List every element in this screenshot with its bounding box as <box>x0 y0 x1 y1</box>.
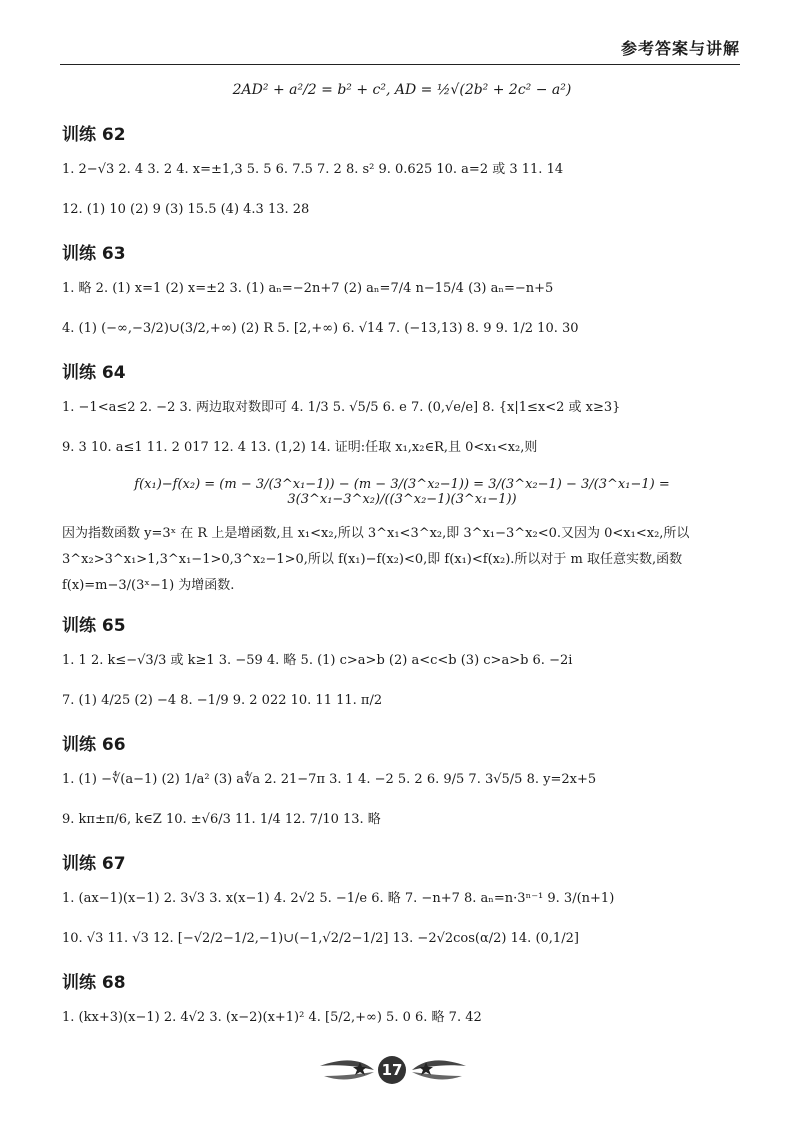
section-64 <box>62 358 742 599</box>
answer-line: 9. kπ±π/6, k∈Z 10. ±√6/3 11. 1/4 12. 7/10 13. 略 <box>62 812 381 827</box>
answer-line: 1. 略 2. (1) x=1 (2) x=±2 3. (1) aₙ=−2n+7 (2) aₙ=7/4 n−15/4 (3) aₙ=−n+5 <box>62 281 554 296</box>
page-number: 17 <box>378 1056 406 1084</box>
answer-line: 1. (kx+3)(x−1) 2. 4√2 3. (x−2)(x+1)² 4. [5/2,+∞) 5. 0 6. 略 7. 42 <box>62 1010 482 1025</box>
answer-line: 1. 2−√3 2. 4 3. 2 4. x=±1,3 5. 5 6. 7.5 7. 2 8. s² 9. 0.625 10. a=2 或 3 11. 14 <box>62 162 564 177</box>
section-title: 训练 65 <box>62 616 126 636</box>
page-content <box>62 82 742 1047</box>
section-title: 训练 62 <box>62 125 126 145</box>
proof-text: 因为指数函数 y=3ˣ 在 R 上是增函数,且 x₁<x₂,所以 3^x₁<3^x₂,即 3^x₁−3^x₂<0.又因为 0<x₁<x₂,所以 3^x₂>3^x₁>1,3^x₁−1>0,3^x₂−1>0,所以 f(x₁)−f(x₂)<0,即 f(x₁)<f(x₂).所以对于 m 取任意实数,函数 f(x)=m−3/(3ˣ−1) 为增函数. <box>62 526 690 593</box>
leaf-ornament-left-icon <box>316 1054 376 1084</box>
section-title: 训练 64 <box>62 363 126 383</box>
answer-line: 1. −1<a≤2 2. −2 3. 两边取对数即可 4. 1/3 5. √5/5 6. e 7. (0,√e/e] 8. {x|1≤x<2 或 x≥3} <box>62 400 621 415</box>
section-66 <box>62 730 742 831</box>
page-header <box>60 28 740 65</box>
section-63 <box>62 239 742 340</box>
answer-line: 10. √3 11. √3 12. [−√2/2−1/2,−1)∪(−1,√2/2−1/2] 13. −2√2cos(α/2) 14. (0,1/2] <box>62 931 579 946</box>
section-62 <box>62 120 742 221</box>
answer-line: 7. (1) 4/25 (2) −4 8. −1/9 9. 2 022 10. 11 11. π/2 <box>62 693 383 708</box>
leaf-ornament-right-icon <box>410 1054 470 1084</box>
answer-line: 4. (1) (−∞,−3/2)∪(3/2,+∞) (2) R 5. [2,+∞) 6. √14 7. (−13,13) 8. 9 9. 1/2 10. 30 <box>62 321 579 336</box>
answer-line: 1. (1) −∜(a−1) (2) 1/a² (3) a∜a 2. 21−7π 3. 1 4. −2 5. 2 6. 9/5 7. 3√5/5 8. y=2x+5 <box>62 772 597 787</box>
section-title: 训练 67 <box>62 854 126 874</box>
header-title: 参考答案与讲解 <box>620 39 740 58</box>
section-68 <box>62 968 742 1029</box>
answer-line: 12. (1) 10 (2) 9 (3) 15.5 (4) 4.3 13. 28 <box>62 202 310 217</box>
answer-line: 1. (ax−1)(x−1) 2. 3√3 3. x(x−1) 4. 2√2 5. −1/e 6. 略 7. −n+7 8. aₙ=n·3ⁿ⁻¹ 9. 3/(n+1) <box>62 891 615 906</box>
top-formula: 2AD² + a²/2 = b² + c², AD = ½√(2b² + 2c² − a²) <box>232 82 572 98</box>
section-title: 训练 66 <box>62 735 126 755</box>
answer-line: 1. 1 2. k≤−√3/3 或 k≥1 3. −59 4. 略 5. (1) c>a>b (2) a<c<b (3) c>a>b 6. −2i <box>62 653 573 668</box>
answer-line: 9. 3 10. a≤1 11. 2 017 12. 4 13. (1,2) 14. 证明:任取 x₁,x₂∈R,且 0<x₁<x₂,则 <box>62 440 538 455</box>
proof-formula: f(x₁)−f(x₂) = (m − 3/(3^x₁−1)) − (m − 3/(3^x₂−1)) = 3/(3^x₂−1) − 3/(3^x₁−1) = 3(3^x₁−3^x₂)/((3^x₂−1)(3^x₁−1)) <box>134 477 670 507</box>
page-footer <box>0 1052 800 1092</box>
section-65 <box>62 611 742 712</box>
section-title: 训练 68 <box>62 973 126 993</box>
section-title: 训练 63 <box>62 244 126 264</box>
section-67 <box>62 849 742 950</box>
